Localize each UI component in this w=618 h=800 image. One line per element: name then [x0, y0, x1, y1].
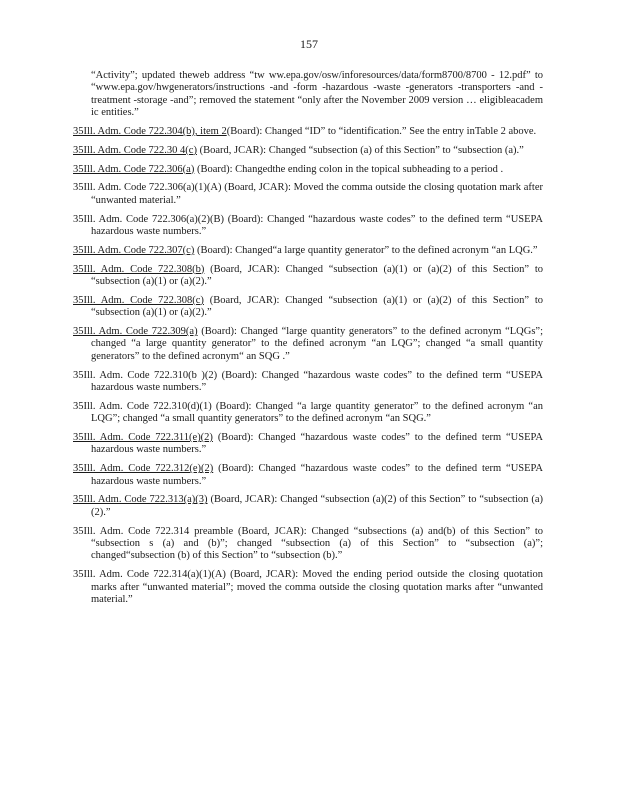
entry-text: (Board): Changed “hazardous waste codes” to the defined term “USEPA hazardous waste numbers.” — [91, 369, 543, 394]
entry-citation: 35Ill. Adm. Code 722.30 4(c) — [73, 144, 197, 156]
amendment-entry — [73, 295, 543, 320]
entry-citation: 35Ill. Adm. Code 722.308(c) — [73, 294, 204, 306]
entry-text: (Board, JCAR): Moved the ending period outside the closing quotation marks after “unwanted material”; moved the comma outside the closing quotation marks after “unwanted material.” — [91, 569, 544, 606]
entry-citation: 35Ill. Adm. Code 722.309(a) — [73, 326, 198, 338]
entry-text: (Board): Changed “ID” to “identification.” See the entry inTable 2 above. — [226, 126, 537, 138]
entry-text: (Board, JCAR): Changed “subsection (a)(1) or (a)(2) of this Section” to “subsection (a)(1) or (a)(2).” — [91, 294, 543, 319]
entry-citation: 35Ill. Adm. Code 722.313(a)(3) — [73, 494, 208, 506]
entry-citation: 35Ill. Adm. Code 722.306(a)(1)(A) — [73, 182, 222, 194]
amendment-entry — [73, 145, 543, 157]
amendment-entry — [73, 245, 543, 257]
entry-citation: 35Ill. Adm. Code 722.308(b) — [73, 263, 205, 275]
entry-citation: 35Ill. Adm. Code 722.314(a)(1)(A) — [73, 569, 226, 581]
entry-citation: 35Ill. Adm. Code 722.307(c) — [73, 244, 195, 256]
entry-text: (Board, JCAR): Changed “subsection (a)(2) of this Section” to “subsection (a)(2).” — [91, 494, 543, 518]
entry-citation: 35Ill. Adm. Code 722.306(a)(2)(B) — [73, 213, 224, 225]
entry-text: (Board, JCAR): Changed “subsections (a) and(b) of this Section” to “subsection s (a) and (b)”; changed “subsection (a) of this Section” to “subsection (a)”; changed“subsection (b) of this Section” to “subsection (b).” — [91, 525, 543, 562]
entry-citation: 35Ill. Adm. Code 722.306(a) — [73, 163, 195, 175]
amendment-entry — [73, 182, 543, 207]
amendment-entry — [73, 526, 543, 563]
entry-citation: 35Ill. Adm. Code 722.311(e)(2) — [73, 432, 213, 444]
amendment-entry — [73, 326, 543, 363]
entry-citation: 35Ill. Adm. Code 722.304(b), item 2 — [73, 126, 227, 138]
amendment-entry — [73, 126, 543, 138]
amendment-list — [73, 70, 543, 613]
continuation-paragraph: “Activity”; updated theweb address “tw ww.epa.gov/osw/inforesources/data/form8700/8700 - 12.pdf” to “www.epa.gov/hwgenerators/instructions -and -form -hazardous -waste -generators -transporters -and -treatment -storage -and”; removed the statement “only after the November 2009 version … eligibleacadem ic entities.” — [91, 70, 543, 119]
entry-text: (Board): Changed “a large quantity generator” to the defined acronym “an LQG”; changed “a small quantity generators” to the defined acronym “an SQG.” — [91, 400, 543, 425]
amendment-entry — [73, 370, 543, 395]
page-number: 157 — [300, 37, 318, 51]
amendment-entry — [73, 494, 543, 519]
entry-text: (Board, JCAR): Moved the comma outside the closing quotation mark after “unwanted material.” — [91, 182, 543, 206]
amendment-entry — [73, 264, 543, 289]
entries — [73, 126, 543, 606]
entry-text: (Board): Changedthe ending colon in the topical subheading to a period . — [194, 163, 504, 175]
amendment-entry — [73, 569, 543, 606]
entry-text: (Board): Changed“a large quantity generator” to the defined acronym “an LQG.” — [194, 244, 538, 256]
entry-citation: 35Ill. Adm. Code 722.314 preamble — [73, 525, 234, 537]
entry-text: (Board, JCAR): Changed “subsection (a) of this Section” to “subsection (a).” — [196, 144, 524, 156]
entry-text: (Board): Changed “large quantity generators” to the defined acronym “LQGs”; changed “a large quantity generator” to the defined acronym “an LQG”; changed “a small quantity generators” to the defined acronym“ an SQG .” — [91, 326, 543, 362]
entry-citation: 35Ill. Adm. Code 722.310(b )(2) — [73, 369, 218, 381]
amendment-entry — [73, 164, 543, 176]
amendment-entry — [73, 401, 543, 426]
amendment-entry — [73, 432, 543, 457]
entry-citation: 35Ill. Adm. Code 722.310(d)(1) — [73, 400, 212, 412]
entry-text: (Board): Changed “hazardous waste codes” to the defined term “USEPA hazardous waste numbers.” — [91, 463, 543, 487]
entry-text: (Board): Changed “hazardous waste codes” to the defined term “USEPA hazardous waste numbers.” — [91, 213, 543, 238]
entry-text: (Board, JCAR): Changed “subsection (a)(1) or (a)(2) of this Section” to “subsection (a)(1) or (a)(2).” — [91, 263, 543, 288]
amendment-entry — [73, 214, 543, 239]
entry-citation: 35Ill. Adm. Code 722.312(e)(2) — [73, 463, 214, 475]
entry-text: (Board): Changed “hazardous waste codes” to the defined term “USEPA hazardous waste numbers.” — [91, 432, 543, 456]
amendment-entry — [73, 463, 543, 488]
